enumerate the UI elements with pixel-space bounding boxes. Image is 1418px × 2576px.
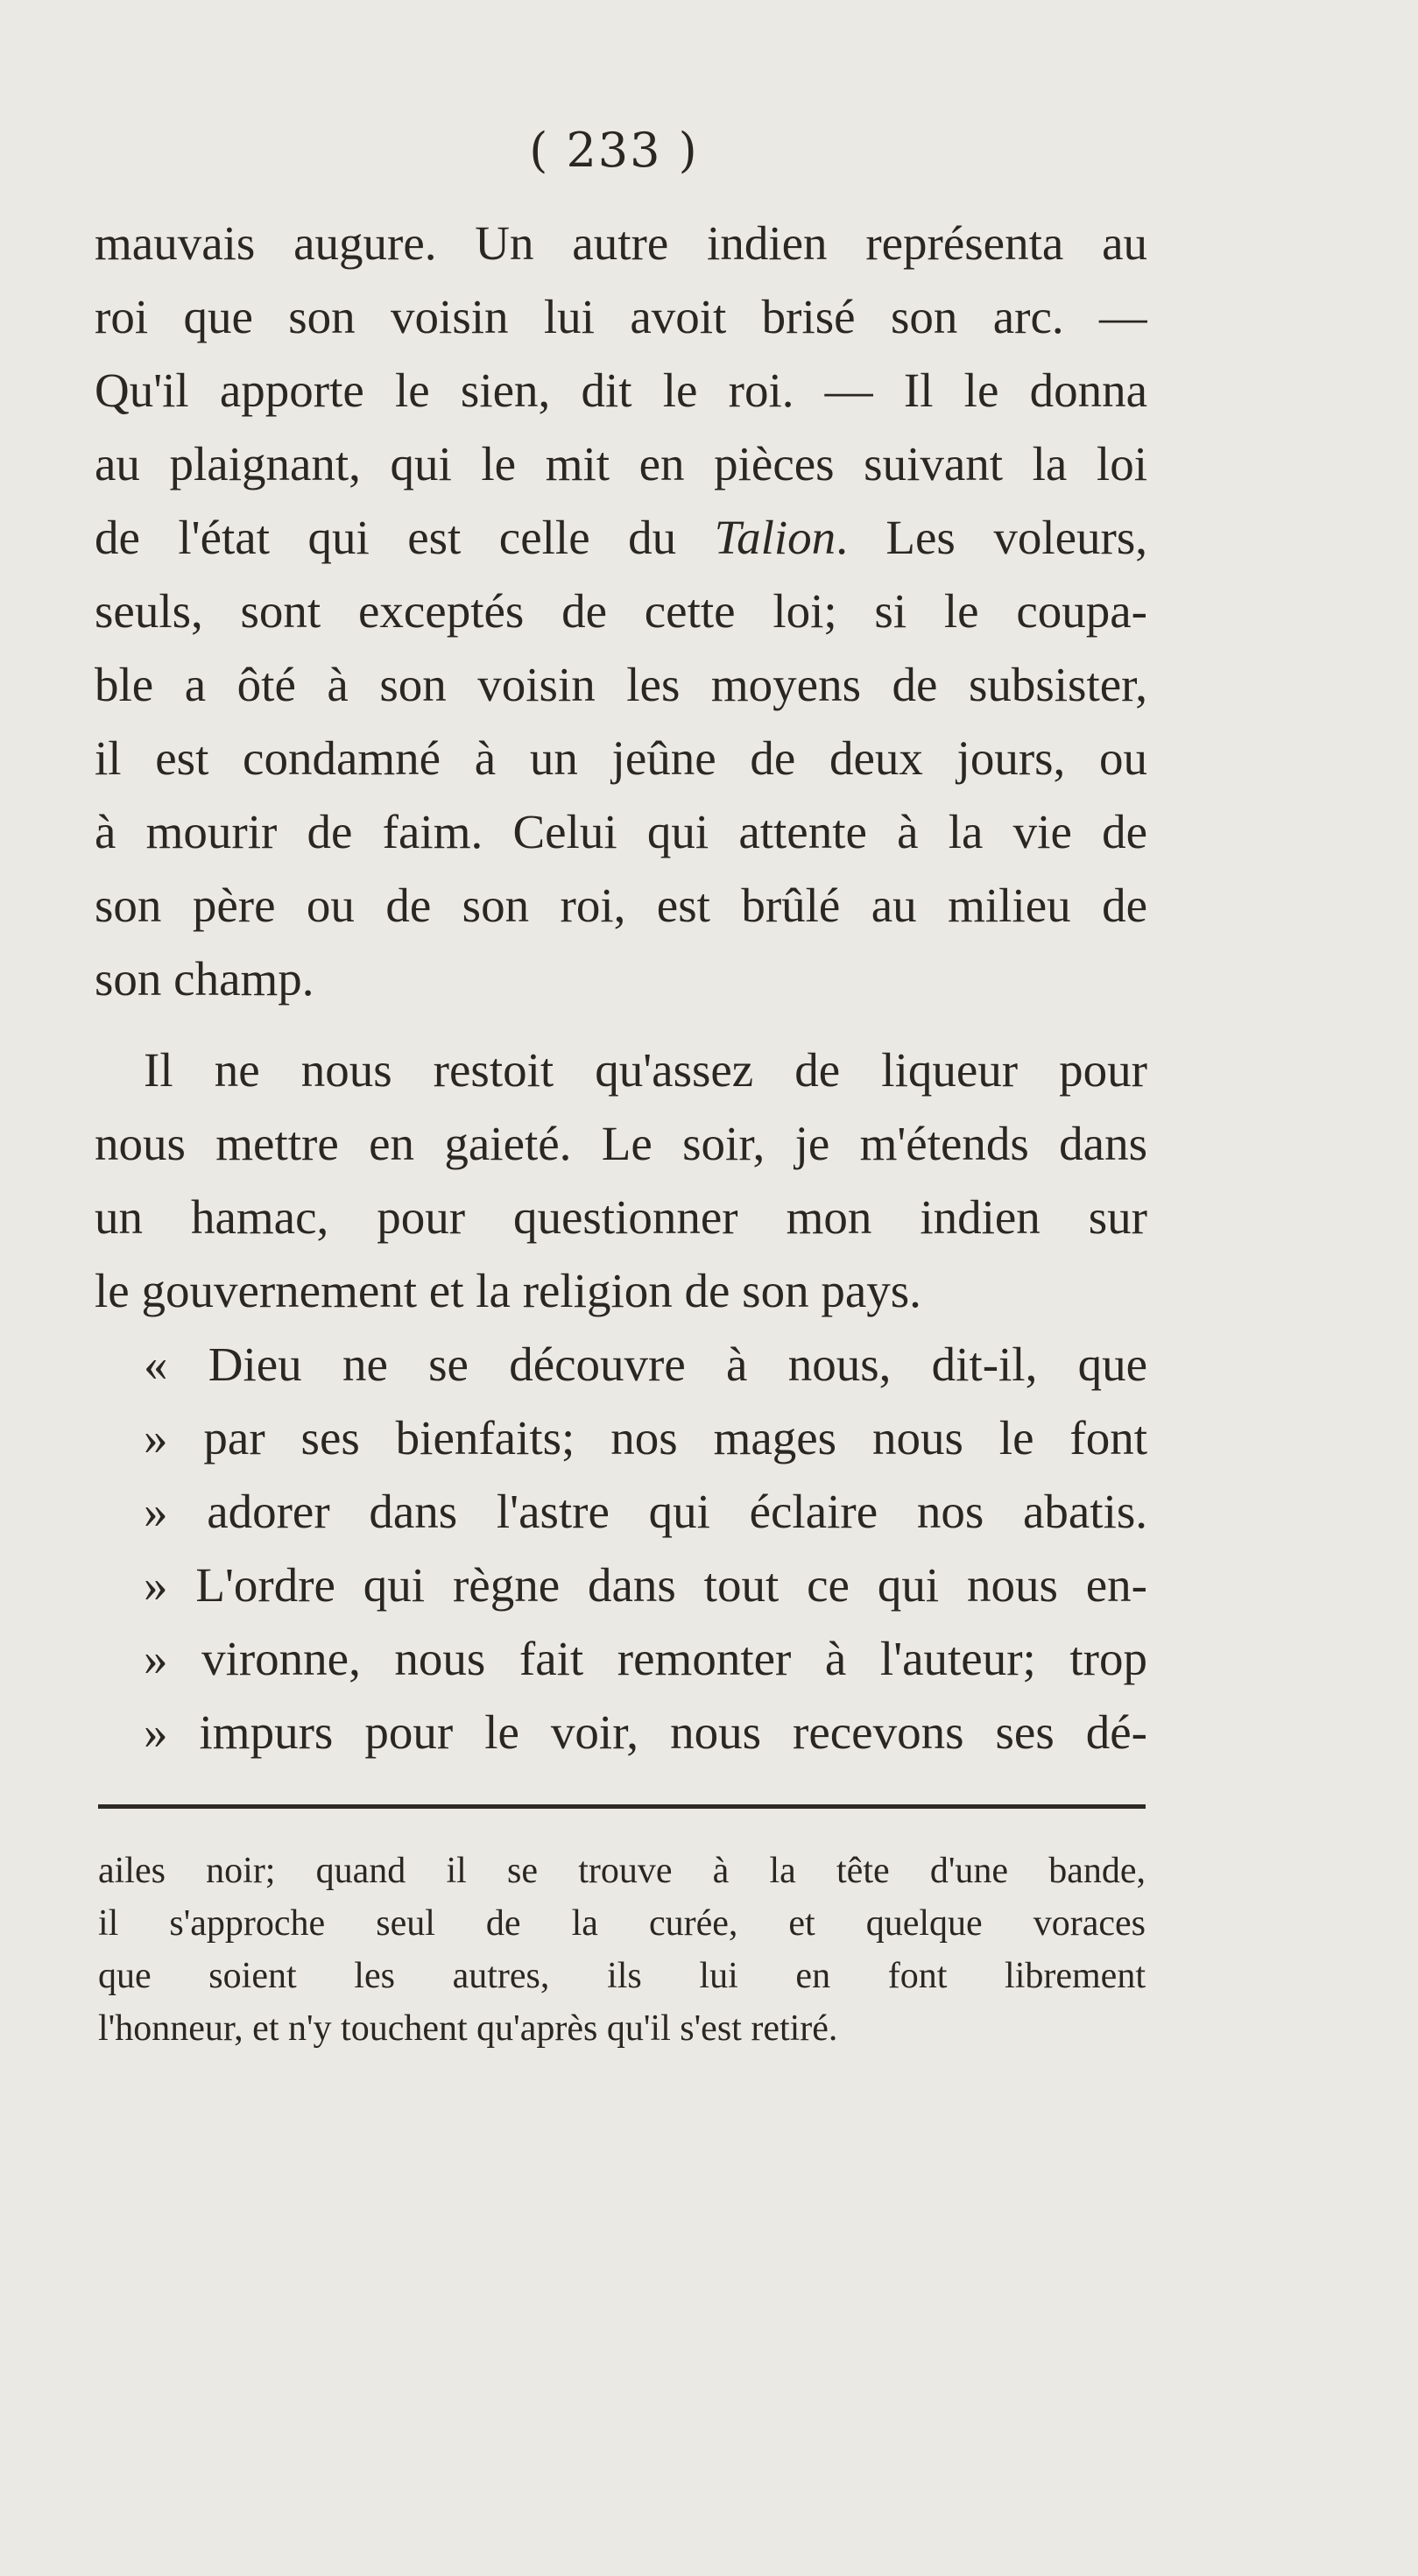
main-text [95, 207, 1147, 1769]
paragraph-gap [95, 1016, 1147, 1034]
footnote [98, 1845, 1146, 2055]
text-line: il est condamné à un jeûne de deux jours, ou [95, 731, 1147, 785]
text-line: Qu'il apporte le sien, dit le roi. — Il le donna [95, 363, 1147, 417]
text-line: au plaignant, qui le mit en pièces suivant la loi [95, 437, 1147, 490]
text-line: Il ne nous restoit qu'assez de liqueur pour [144, 1043, 1147, 1097]
text-line: son champ. [95, 952, 314, 1006]
italic-term: Talion [714, 511, 836, 564]
footnote-line: il s'approche seul de la curée, et quelque voraces [98, 1903, 1146, 1944]
footnote-rule [98, 1804, 1146, 1809]
text-line: son père ou de son roi, est brûlé au milieu de [95, 879, 1147, 932]
footnote-line: l'honneur, et n'y touchent qu'après qu'il s'est retiré. [98, 2008, 838, 2049]
text-line: » L'ordre qui règne dans tout ce qui nous en- [144, 1558, 1147, 1612]
text-line: le gouvernement et la religion de son pays. [95, 1264, 921, 1317]
text-line: seuls, sont exceptés de cette loi; si le coupa- [95, 584, 1147, 638]
text-line: » par ses bienfaits; nos mages nous le font [144, 1411, 1147, 1464]
text-line: ble a ôté à son voisin les moyens de subsister, [95, 658, 1147, 711]
text-line: mauvais augure. Un autre indien représenta au [95, 216, 1147, 270]
page-number: ( 233 ) [529, 123, 699, 178]
text-line: roi que son voisin lui avoit brisé son arc. — [95, 290, 1147, 343]
text-line: un hamac, pour questionner mon indien sur [95, 1190, 1147, 1244]
footnote-line: que soient les autres, ils lui en font librement [98, 1956, 1146, 1996]
text-line: » adorer dans l'astre qui éclaire nos abatis. [144, 1485, 1147, 1538]
footnote-line: ailes noir; quand il se trouve à la tête d'une bande, [98, 1851, 1146, 1891]
text-line: nous mettre en gaieté. Le soir, je m'étends dans [95, 1117, 1147, 1170]
text-line [95, 501, 1147, 575]
text-segment: de l'état qui est celle du [95, 511, 715, 564]
text-segment: . Les voleurs, [836, 511, 1147, 564]
text-line: « Dieu ne se découvre à nous, dit-il, que [144, 1337, 1147, 1391]
text-line: » vironne, nous fait remonter à l'auteur; trop [144, 1632, 1147, 1685]
text-line: à mourir de faim. Celui qui attente à la vie de [95, 805, 1147, 858]
text-line: » impurs pour le voir, nous recevons ses dé- [144, 1705, 1147, 1759]
